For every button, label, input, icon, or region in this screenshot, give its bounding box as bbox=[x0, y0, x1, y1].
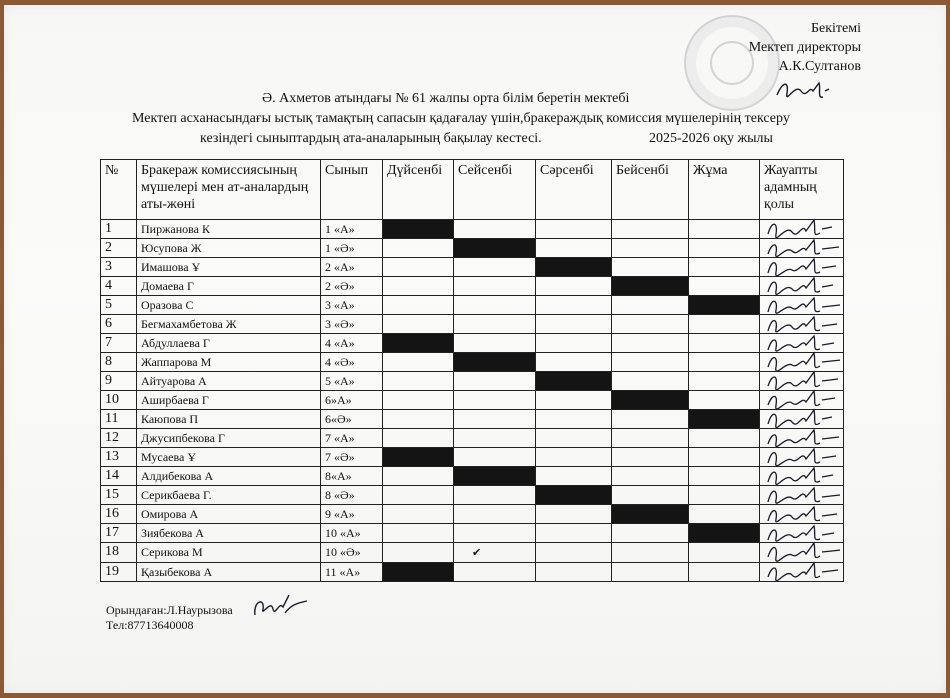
cell-wednesday bbox=[536, 372, 612, 391]
row-number: 12 bbox=[101, 429, 137, 448]
member-name: Пиржанова К bbox=[137, 220, 321, 239]
class-name: 2 «А» bbox=[321, 258, 383, 277]
row-number: 2 bbox=[101, 239, 137, 258]
cell-thursday bbox=[612, 315, 689, 334]
cell-monday bbox=[383, 391, 454, 410]
class-name: 6»А» bbox=[321, 391, 383, 410]
class-name: 10 «А» bbox=[321, 524, 383, 543]
header-friday: Жұма bbox=[689, 160, 760, 220]
cell-monday bbox=[383, 467, 454, 486]
member-name: Жаппарова М bbox=[137, 353, 321, 372]
cell-monday bbox=[383, 543, 454, 563]
class-name: 3 «Ә» bbox=[321, 315, 383, 334]
table-row bbox=[101, 486, 844, 505]
cell-friday bbox=[689, 563, 760, 582]
cell-wednesday bbox=[536, 448, 612, 467]
cell-wednesday bbox=[536, 429, 612, 448]
cell-tuesday bbox=[454, 410, 536, 429]
table-row bbox=[101, 429, 844, 448]
table-row bbox=[101, 220, 844, 239]
class-name: 8«А» bbox=[321, 467, 383, 486]
member-name: Серикова М bbox=[137, 543, 321, 563]
cell-wednesday bbox=[536, 277, 612, 296]
cell-thursday bbox=[612, 391, 689, 410]
cell-friday bbox=[689, 448, 760, 467]
cell-wednesday bbox=[536, 391, 612, 410]
cell-wednesday bbox=[536, 543, 612, 563]
header-signature: Жауапты адамның қолы bbox=[760, 160, 844, 220]
cell-monday bbox=[383, 239, 454, 258]
table-row bbox=[101, 277, 844, 296]
cell-thursday bbox=[612, 448, 689, 467]
class-name: 1 «А» bbox=[321, 220, 383, 239]
cell-monday bbox=[383, 429, 454, 448]
member-name: Оразова С bbox=[137, 296, 321, 315]
class-name: 5 «А» bbox=[321, 372, 383, 391]
cell-wednesday bbox=[536, 220, 612, 239]
cell-wednesday bbox=[536, 563, 612, 582]
cell-thursday bbox=[612, 239, 689, 258]
table-row bbox=[101, 353, 844, 372]
approval-position: Мектеп директоры bbox=[748, 40, 861, 55]
cell-monday bbox=[383, 220, 454, 239]
signature-cell bbox=[760, 563, 844, 582]
class-name: 1 «Ә» bbox=[321, 239, 383, 258]
cell-tuesday bbox=[454, 505, 536, 524]
class-name: 9 «А» bbox=[321, 505, 383, 524]
member-name: Мусаева Ұ bbox=[137, 448, 321, 467]
cell-monday bbox=[383, 563, 454, 582]
cell-friday bbox=[689, 220, 760, 239]
cell-monday bbox=[383, 486, 454, 505]
cell-tuesday bbox=[454, 315, 536, 334]
executor-name: Орындаған:Л.Наурызова bbox=[106, 603, 233, 617]
row-number: 17 bbox=[101, 524, 137, 543]
document-page bbox=[4, 5, 946, 693]
cell-thursday bbox=[612, 258, 689, 277]
member-name: Абдуллаева Г bbox=[137, 334, 321, 353]
executor-signature-icon bbox=[249, 591, 309, 623]
academic-year: 2025-2026 оқу жылы bbox=[649, 131, 773, 146]
member-name: Аширбаева Г bbox=[137, 391, 321, 410]
cell-thursday bbox=[612, 277, 689, 296]
table-row bbox=[101, 239, 844, 258]
approval-director-name: А.К.Султанов bbox=[778, 59, 861, 74]
cell-monday bbox=[383, 448, 454, 467]
class-name: 4 «А» bbox=[321, 334, 383, 353]
row-number: 15 bbox=[101, 486, 137, 505]
header-monday: Дүйсенбі bbox=[383, 160, 454, 220]
check-mark-icon: ✔ bbox=[472, 547, 482, 559]
cell-wednesday bbox=[536, 258, 612, 277]
cell-tuesday bbox=[454, 258, 536, 277]
cell-thursday bbox=[612, 220, 689, 239]
header-num: № bbox=[101, 160, 137, 220]
cell-friday bbox=[689, 543, 760, 563]
row-number: 5 bbox=[101, 296, 137, 315]
member-name: Имашова Ұ bbox=[137, 258, 321, 277]
cell-thursday bbox=[612, 334, 689, 353]
cell-wednesday bbox=[536, 486, 612, 505]
cell-thursday bbox=[612, 563, 689, 582]
header-class: Сынып bbox=[321, 160, 383, 220]
member-name: Омирова А bbox=[137, 505, 321, 524]
member-name: Юсупова Ж bbox=[137, 239, 321, 258]
table-row bbox=[101, 334, 844, 353]
table-row bbox=[101, 315, 844, 334]
cell-monday bbox=[383, 315, 454, 334]
header-wednesday: Сәрсенбі bbox=[536, 160, 612, 220]
cell-friday bbox=[689, 391, 760, 410]
cell-monday bbox=[383, 524, 454, 543]
cell-friday bbox=[689, 467, 760, 486]
member-name: Зиябекова А bbox=[137, 524, 321, 543]
cell-wednesday bbox=[536, 239, 612, 258]
table-row bbox=[101, 296, 844, 315]
cell-thursday bbox=[612, 505, 689, 524]
table-row bbox=[101, 391, 844, 410]
cell-friday bbox=[689, 334, 760, 353]
cell-monday bbox=[383, 505, 454, 524]
cell-wednesday bbox=[536, 353, 612, 372]
cell-wednesday bbox=[536, 505, 612, 524]
cell-thursday bbox=[612, 296, 689, 315]
cell-monday bbox=[383, 277, 454, 296]
table-row bbox=[101, 410, 844, 429]
member-name: Алдибекова А bbox=[137, 467, 321, 486]
row-number: 4 bbox=[101, 277, 137, 296]
cell-tuesday bbox=[454, 353, 536, 372]
cell-tuesday bbox=[454, 543, 536, 563]
table-row bbox=[101, 505, 844, 524]
row-number: 9 bbox=[101, 372, 137, 391]
row-number: 10 bbox=[101, 391, 137, 410]
cell-tuesday bbox=[454, 372, 536, 391]
cell-wednesday bbox=[536, 334, 612, 353]
cell-wednesday bbox=[536, 467, 612, 486]
executor-phone: Тел:87713640008 bbox=[106, 618, 194, 632]
cell-monday bbox=[383, 353, 454, 372]
row-number: 19 bbox=[101, 563, 137, 582]
class-name: 6«Ә» bbox=[321, 410, 383, 429]
cell-friday bbox=[689, 296, 760, 315]
cell-thursday bbox=[612, 353, 689, 372]
cell-thursday bbox=[612, 543, 689, 563]
school-name: Ә. Ахметов атындағы № 61 жалпы орта білім беретін мектебі bbox=[262, 91, 630, 106]
class-name: 3 «А» bbox=[321, 296, 383, 315]
member-name: Домаева Г bbox=[137, 277, 321, 296]
cell-thursday bbox=[612, 372, 689, 391]
row-number: 16 bbox=[101, 505, 137, 524]
cell-thursday bbox=[612, 429, 689, 448]
header-thursday: Бейсенбі bbox=[612, 160, 689, 220]
footer-block bbox=[106, 603, 233, 633]
class-name: 7 «Ә» bbox=[321, 448, 383, 467]
cell-friday bbox=[689, 372, 760, 391]
class-name: 8 «Ә» bbox=[321, 486, 383, 505]
table-row bbox=[101, 448, 844, 467]
cell-wednesday bbox=[536, 410, 612, 429]
title-line-3 bbox=[200, 129, 773, 149]
director-signature-icon bbox=[773, 77, 831, 103]
row-number: 6 bbox=[101, 315, 137, 334]
class-name: 4 «Ә» bbox=[321, 353, 383, 372]
row-number: 18 bbox=[101, 543, 137, 563]
row-number: 14 bbox=[101, 467, 137, 486]
cell-thursday bbox=[612, 486, 689, 505]
title-line-2: Мектеп асханасындағы ыстық тамақтың сапасын қадағалау үшін,бракераждық комиссия мүшелерінің тексеру bbox=[132, 111, 790, 126]
member-name: Айтуарова А bbox=[137, 372, 321, 391]
row-number: 13 bbox=[101, 448, 137, 467]
header-name: Бракераж комиссиясының мүшелері мен ат-аналардың аты-жөні bbox=[137, 160, 321, 220]
class-name: 10 «Ә» bbox=[321, 543, 383, 563]
cell-monday bbox=[383, 334, 454, 353]
row-number: 11 bbox=[101, 410, 137, 429]
cell-wednesday bbox=[536, 296, 612, 315]
cell-monday bbox=[383, 296, 454, 315]
header-tuesday: Сейсенбі bbox=[454, 160, 536, 220]
cell-friday bbox=[689, 429, 760, 448]
table-row bbox=[101, 524, 844, 543]
cell-thursday bbox=[612, 467, 689, 486]
cell-monday bbox=[383, 258, 454, 277]
cell-monday bbox=[383, 372, 454, 391]
member-name: Каюпова П bbox=[137, 410, 321, 429]
table-header-row bbox=[101, 160, 844, 220]
table-row bbox=[101, 543, 844, 563]
approval-block bbox=[749, 19, 861, 76]
title-line-3-text: кезіндегі сыныптардың ата-аналарының бақылау кестесі. bbox=[200, 131, 542, 146]
class-name: 2 «Ә» bbox=[321, 277, 383, 296]
cell-tuesday bbox=[454, 563, 536, 582]
row-number: 8 bbox=[101, 353, 137, 372]
cell-tuesday bbox=[454, 239, 536, 258]
table-row bbox=[101, 258, 844, 277]
table-row bbox=[101, 467, 844, 486]
cell-friday bbox=[689, 410, 760, 429]
approval-label: Бекітемі bbox=[810, 21, 861, 36]
row-number: 7 bbox=[101, 334, 137, 353]
cell-tuesday bbox=[454, 334, 536, 353]
schedule-table bbox=[100, 159, 844, 582]
cell-friday bbox=[689, 524, 760, 543]
cell-friday bbox=[689, 315, 760, 334]
cell-tuesday bbox=[454, 220, 536, 239]
cell-friday bbox=[689, 258, 760, 277]
row-number: 3 bbox=[101, 258, 137, 277]
member-name: Бегмахамбетова Ж bbox=[137, 315, 321, 334]
cell-friday bbox=[689, 486, 760, 505]
cell-tuesday bbox=[454, 448, 536, 467]
cell-friday bbox=[689, 353, 760, 372]
member-name: Серикбаева Г. bbox=[137, 486, 321, 505]
member-name: Қазыбекова А bbox=[137, 563, 321, 582]
cell-tuesday bbox=[454, 486, 536, 505]
cell-tuesday bbox=[454, 429, 536, 448]
cell-monday bbox=[383, 410, 454, 429]
cell-tuesday bbox=[454, 467, 536, 486]
cell-thursday bbox=[612, 410, 689, 429]
cell-friday bbox=[689, 505, 760, 524]
table-row bbox=[101, 563, 844, 582]
member-name: Джусипбекова Г bbox=[137, 429, 321, 448]
cell-friday bbox=[689, 239, 760, 258]
class-name: 7 «А» bbox=[321, 429, 383, 448]
cell-tuesday bbox=[454, 277, 536, 296]
row-number: 1 bbox=[101, 220, 137, 239]
cell-thursday bbox=[612, 524, 689, 543]
handwritten-signature-icon bbox=[762, 559, 840, 585]
class-name: 11 «А» bbox=[321, 563, 383, 582]
table-row bbox=[101, 372, 844, 391]
cell-tuesday bbox=[454, 391, 536, 410]
cell-friday bbox=[689, 277, 760, 296]
cell-tuesday bbox=[454, 296, 536, 315]
cell-wednesday bbox=[536, 524, 612, 543]
cell-wednesday bbox=[536, 315, 612, 334]
cell-tuesday bbox=[454, 524, 536, 543]
